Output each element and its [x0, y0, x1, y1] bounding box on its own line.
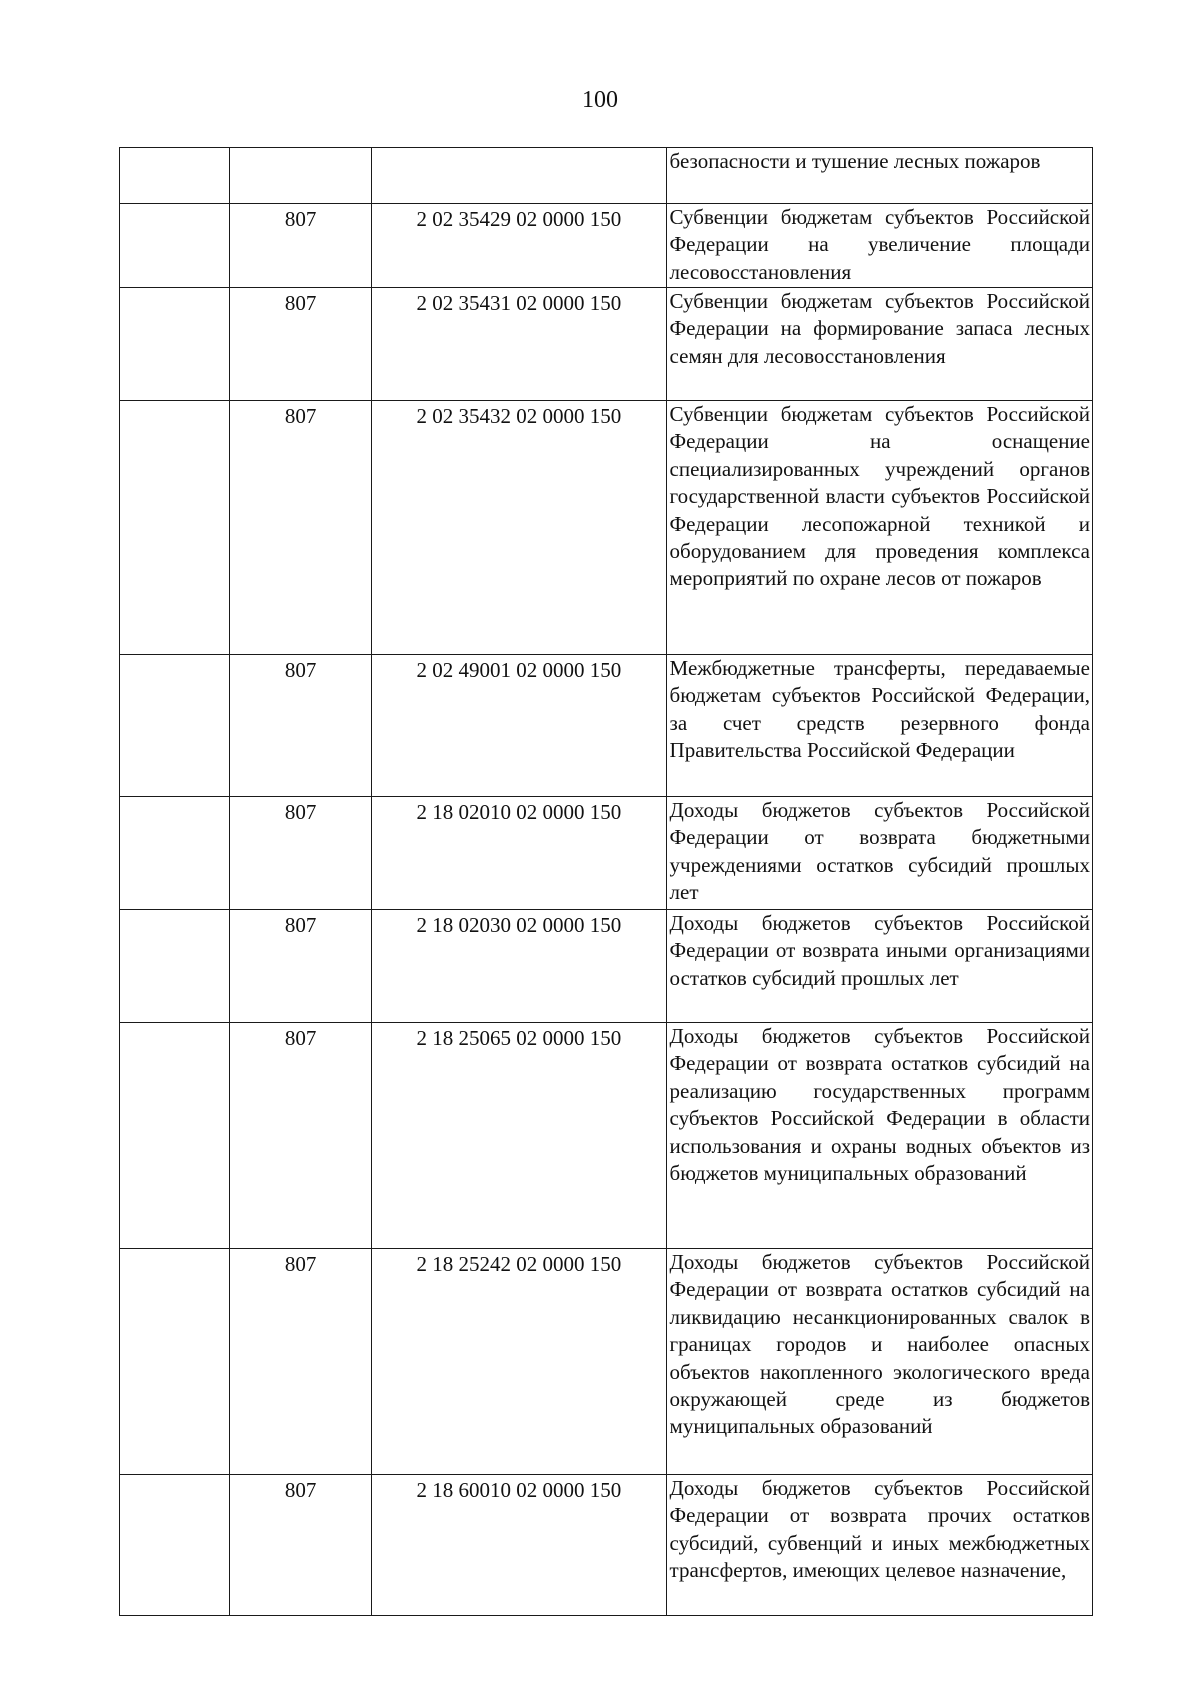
revenue-name-cell: Доходы бюджетов субъектов Российской Федерации от возврата прочих остатков субсидий, субвенций и иных межбюджетных трансфертов, имеющих целевое назначение, [666, 1475, 1092, 1616]
empty-cell [120, 204, 230, 288]
empty-cell [120, 1475, 230, 1616]
table-row [120, 1023, 1093, 1249]
budget-code-cell [372, 148, 666, 204]
admin-code-cell: 807 [230, 288, 372, 401]
empty-cell [120, 401, 230, 655]
empty-cell [120, 655, 230, 797]
budget-code-cell: 2 02 35429 02 0000 150 [372, 204, 666, 288]
budget-code-cell: 2 18 02010 02 0000 150 [372, 797, 666, 910]
admin-code-cell: 807 [230, 204, 372, 288]
empty-cell [120, 148, 230, 204]
empty-cell [120, 288, 230, 401]
revenue-name-cell: Доходы бюджетов субъектов Российской Федерации от возврата остатков субсидий на ликвидацию несанкционированных свалок в границах городов и наиболее опасных объектов накопленного экологического вреда окружающей среде из бюджетов муниципальных образований [666, 1249, 1092, 1475]
budget-code-cell: 2 02 49001 02 0000 150 [372, 655, 666, 797]
revenue-name-cell: Субвенции бюджетам субъектов Российской Федерации на оснащение специализированных учреждений органов государственной власти субъектов Российской Федерации лесопожарной техникой и оборудованием для проведения комплекса мероприятий по охране лесов от пожаров [666, 401, 1092, 655]
table-row [120, 910, 1093, 1023]
revenue-name-cell: безопасности и тушение лесных пожаров [666, 148, 1092, 204]
admin-code-cell [230, 148, 372, 204]
admin-code-cell: 807 [230, 1023, 372, 1249]
revenue-name-cell: Субвенции бюджетам субъектов Российской Федерации на формирование запаса лесных семян для лесовосстановления [666, 288, 1092, 401]
admin-code-cell: 807 [230, 1475, 372, 1616]
empty-cell [120, 910, 230, 1023]
revenue-codes-table [119, 147, 1093, 1616]
admin-code-cell: 807 [230, 1249, 372, 1475]
admin-code-cell: 807 [230, 401, 372, 655]
table-row [120, 204, 1093, 288]
budget-code-cell: 2 02 35432 02 0000 150 [372, 401, 666, 655]
table-row [120, 288, 1093, 401]
empty-cell [120, 1249, 230, 1475]
budget-code-cell: 2 18 02030 02 0000 150 [372, 910, 666, 1023]
admin-code-cell: 807 [230, 797, 372, 910]
revenue-name-cell: Субвенции бюджетам субъектов Российской Федерации на увеличение площади лесовосстановления [666, 204, 1092, 288]
page-number: 100 [582, 87, 618, 113]
revenue-name-cell: Доходы бюджетов субъектов Российской Федерации от возврата бюджетными учреждениями остатков субсидий прошлых лет [666, 797, 1092, 910]
budget-code-cell: 2 18 60010 02 0000 150 [372, 1475, 666, 1616]
table-row [120, 1249, 1093, 1475]
budget-code-cell: 2 18 25242 02 0000 150 [372, 1249, 666, 1475]
budget-code-cell: 2 18 25065 02 0000 150 [372, 1023, 666, 1249]
table-row [120, 655, 1093, 797]
budget-code-cell: 2 02 35431 02 0000 150 [372, 288, 666, 401]
revenue-name-cell: Межбюджетные трансферты, передаваемые бюджетам субъектов Российской Федерации, за счет средств резервного фонда Правительства Российской Федерации [666, 655, 1092, 797]
empty-cell [120, 797, 230, 910]
table-row [120, 148, 1093, 204]
table-row [120, 401, 1093, 655]
admin-code-cell: 807 [230, 910, 372, 1023]
table-row [120, 1475, 1093, 1616]
revenue-name-cell: Доходы бюджетов субъектов Российской Федерации от возврата иными организациями остатков субсидий прошлых лет [666, 910, 1092, 1023]
admin-code-cell: 807 [230, 655, 372, 797]
table-row [120, 797, 1093, 910]
empty-cell [120, 1023, 230, 1249]
revenue-name-cell: Доходы бюджетов субъектов Российской Федерации от возврата остатков субсидий на реализацию государственных программ субъектов Российской Федерации в области использования и охраны водных объектов из бюджетов муниципальных образований [666, 1023, 1092, 1249]
